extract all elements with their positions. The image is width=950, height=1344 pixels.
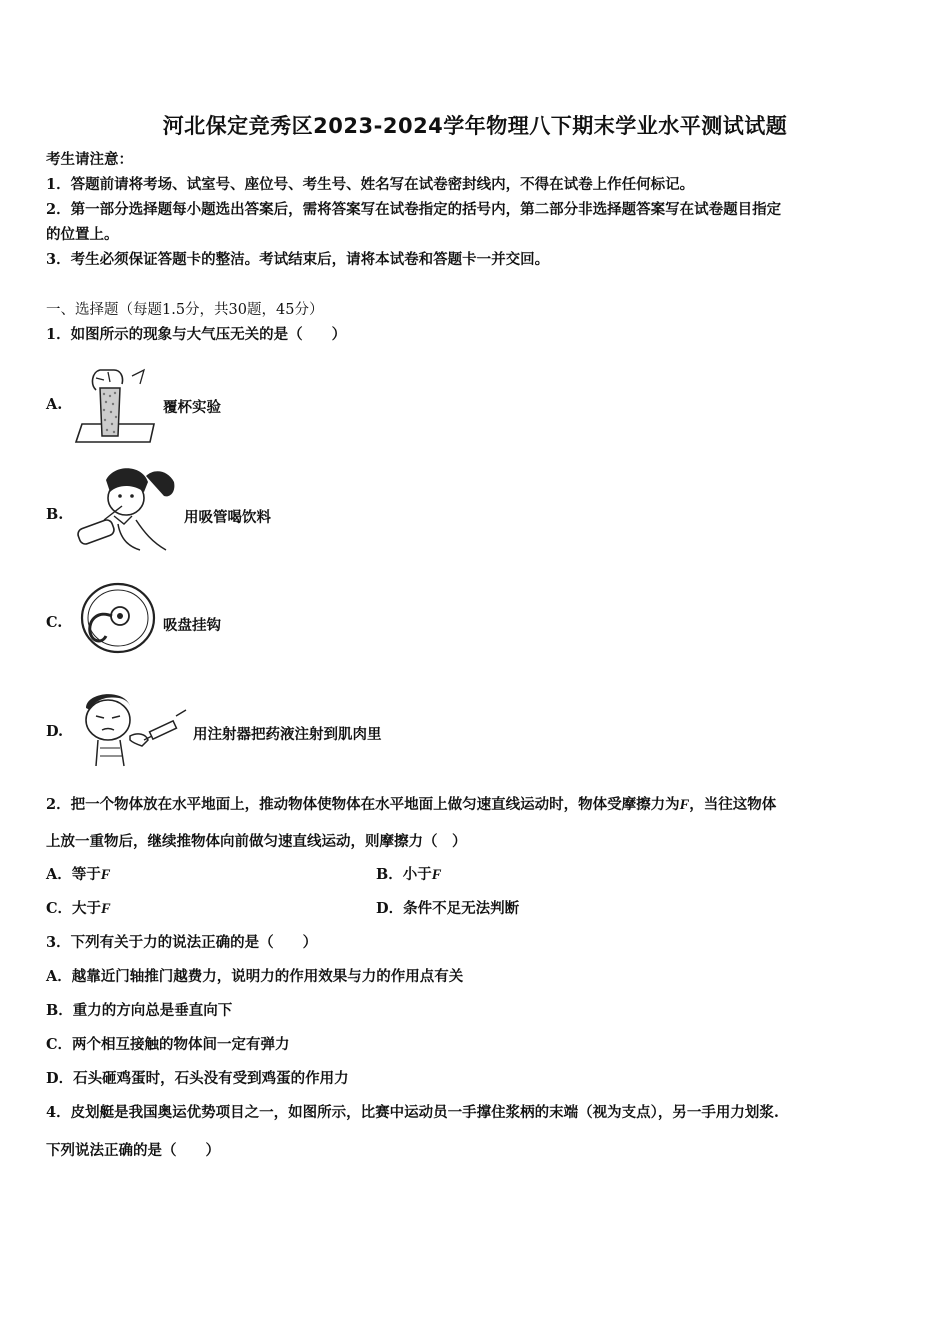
notice-heading: 考生请注意： [46,151,133,168]
notice-item: 的位置上。 [46,226,119,243]
question-2-stem-part2: ，当往这物体 [689,796,777,813]
question-2-stem [46,795,776,815]
option-d-text: 用注射器把药液注射到肌肉里 [193,726,382,743]
variable-f: F [431,867,442,883]
q2-option-c [46,899,111,919]
question-2-stem-part1: 2．把一个物体放在水平地面上，推动物体使物体在水平地面上做匀速直线运动时，物体受摩擦力为 [46,796,680,813]
variable-f: F [101,901,111,917]
option-b-letter: B. [46,506,64,523]
q3-option-b: B．重力的方向总是垂直向下 [46,1002,233,1019]
option-c-letter: C. [46,614,63,631]
question-4-stem: 4．皮划艇是我国奥运优势项目之一，如图所示，比赛中运动员一手撑住浆柄的末端（视为支点），另一手用力划浆. [46,1104,779,1121]
notice-item: 1．答题前请将考场、试室号、座位号、考生号、姓名写在试卷密封线内，不得在试卷上作任何标记。 [46,176,695,193]
question-4-stem-line2: 下列说法正确的是（ ） [46,1142,220,1159]
option-d-letter: D. [46,723,64,740]
option-a-text: 覆杯实验 [163,399,221,416]
q2-option-b-text: B．小于 [376,866,432,883]
page-title: 河北保定竞秀区2023-2024学年物理八下期末学业水平测试试题 [162,114,788,138]
cup-experiment-icon [74,362,156,444]
option-b-text: 用吸管喝饮料 [184,509,271,526]
suction-hook-icon [76,580,158,656]
notice-item: 2．第一部分选择题每小题选出答案后，需将答案写在试卷指定的括号内，第二部分非选择题答案写在试卷题目指定 [46,201,782,218]
q2-option-a [46,865,110,885]
q2-option-a-text: A．等于 [46,866,101,883]
variable-f: F [679,797,690,813]
q2-option-b [376,865,441,885]
section-heading: 一、选择题（每题1.5分，共30题，45分） [46,302,324,318]
option-a-letter: A. [46,396,63,413]
q3-option-a: A．越靠近门轴推门越费力，说明力的作用效果与力的作用点有关 [46,968,464,985]
q3-option-c: C．两个相互接触的物体间一定有弹力 [46,1036,290,1053]
q2-option-c-text: C．大于 [46,900,102,917]
option-c-text: 吸盘挂钩 [163,617,221,634]
question-1-stem: 1．如图所示的现象与大气压无关的是（ ） [46,326,347,343]
variable-f: F [100,867,111,883]
q2-option-d: D．条件不足无法判断 [376,900,520,917]
boy-injection-icon [76,686,188,772]
notice-item: 3．考生必须保证答题卡的整洁。考试结束后，请将本试卷和答题卡一并交回。 [46,251,550,268]
question-2-stem-line2: 上放一重物后，继续推物体向前做匀速直线运动，则摩擦力（ ） [46,833,467,850]
q3-option-d: D．石头砸鸡蛋时，石头没有受到鸡蛋的作用力 [46,1070,349,1087]
girl-drinking-icon [74,462,182,554]
question-3-stem: 3．下列有关于力的说法正确的是（ ） [46,934,318,951]
